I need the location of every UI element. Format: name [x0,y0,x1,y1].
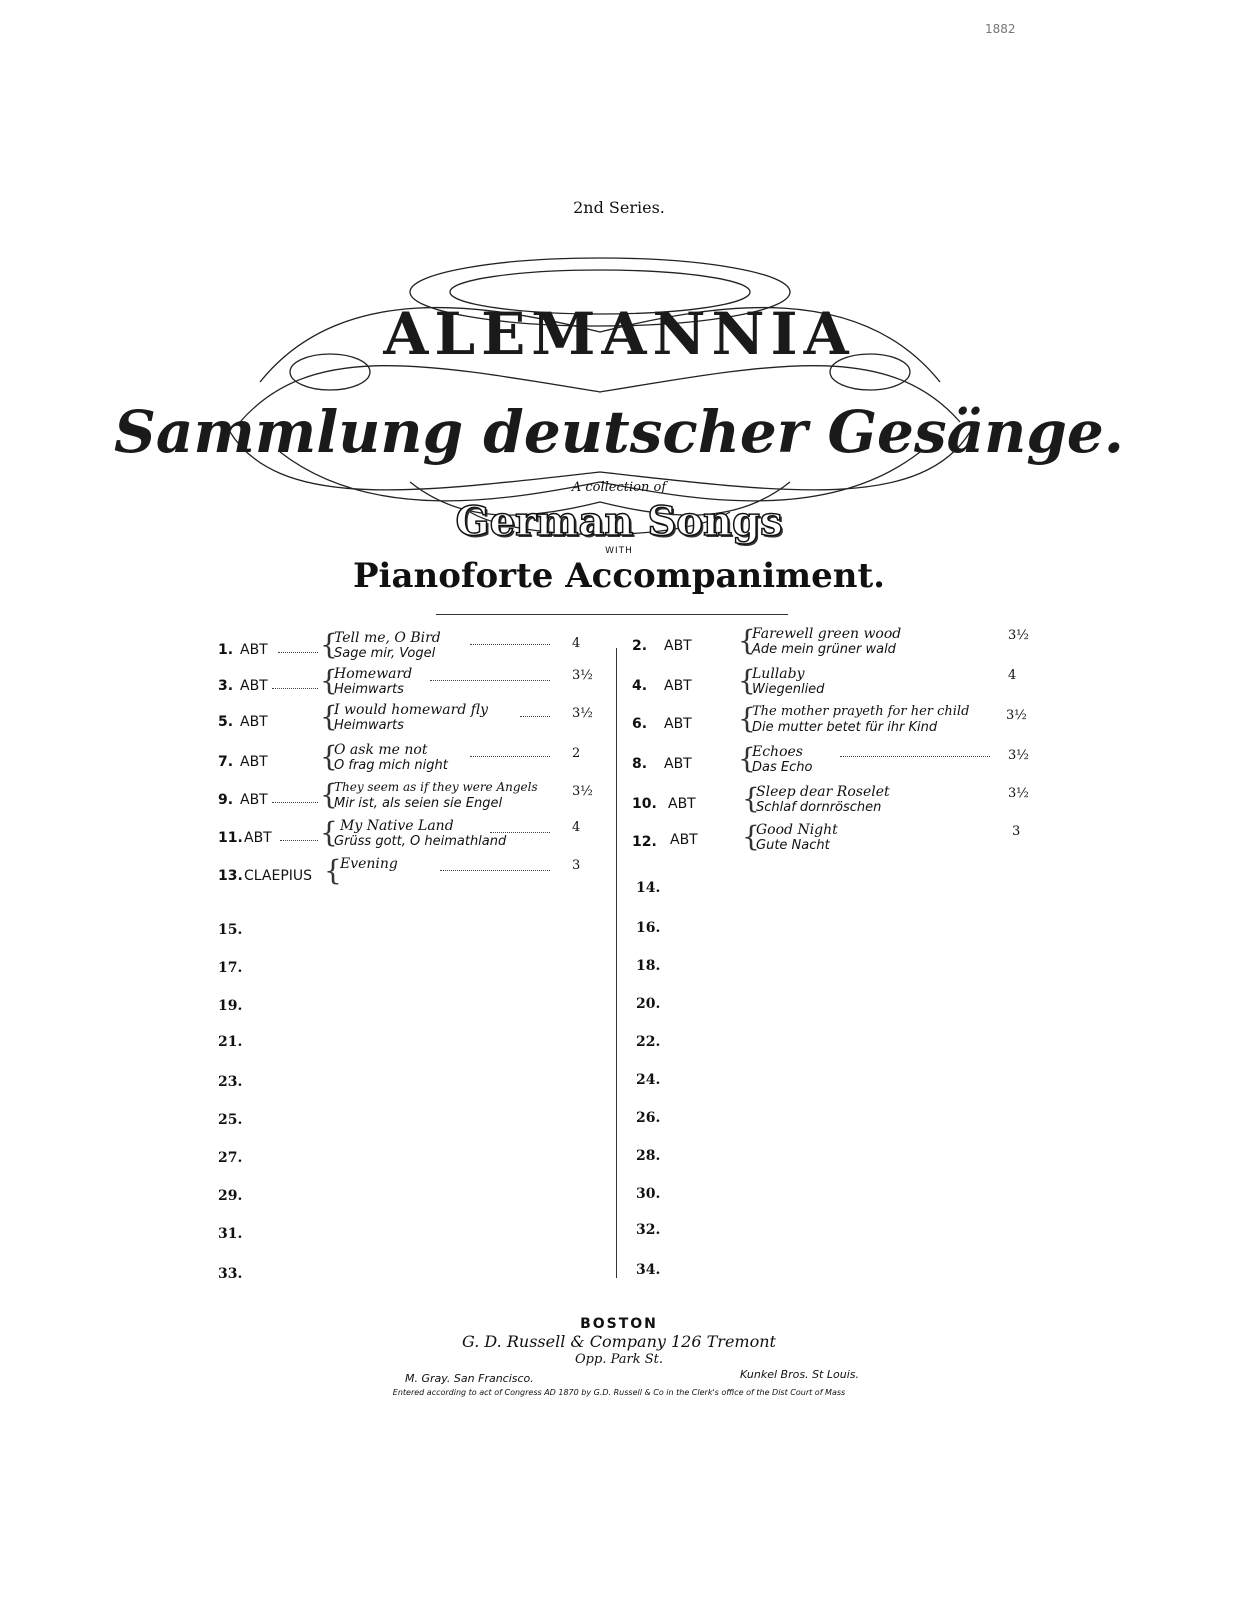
agent-st-louis: Kunkel Bros. St Louis. [740,1368,859,1381]
german-songs-title: German Songs [455,498,783,545]
empty-slot: 19. [218,998,243,1014]
column-divider [616,648,617,1278]
empty-slot: 14. [636,880,661,896]
empty-slot: 27. [218,1150,243,1166]
empty-slot: 34. [636,1262,661,1278]
empty-slot: 18. [636,958,661,974]
divider-rule [436,614,788,615]
empty-slot: 24. [636,1072,661,1088]
empty-slot: 28. [636,1148,661,1164]
collection-label: A collection of [571,480,667,495]
empty-slot: 17. [218,960,243,976]
subtitle: Sammlung deutscher Gesänge. [113,398,1124,466]
main-title: ALEMANNIA [383,300,855,368]
empty-slot: 20. [636,996,661,1012]
empty-slot: 21. [218,1034,243,1050]
empty-slot: 16. [636,920,661,936]
publisher-address: Opp. Park St. [575,1352,663,1367]
empty-slot: 15. [218,922,243,938]
publisher-name: G. D. Russell & Company 126 Tremont [462,1332,776,1351]
with-label: WITH [605,546,633,556]
accompaniment-title: Pianoforte Accompaniment. [352,556,886,596]
series-label: 2nd Series. [573,198,665,217]
empty-slot: 25. [218,1112,243,1128]
empty-slot: 26. [636,1110,661,1126]
copyright-notice: Entered according to act of Congress AD 1870 by G.D. Russell & Co in the Clerk's office of the Dist Court of Mass [392,1388,846,1397]
empty-slot: 33. [218,1266,243,1282]
publisher-city: BOSTON [580,1316,658,1332]
catalog-mark: 1882 [985,22,1016,36]
empty-slot: 31. [218,1226,243,1242]
empty-slot: 22. [636,1034,661,1050]
empty-slot: 29. [218,1188,243,1204]
empty-slot: 32. [636,1222,661,1238]
empty-slot: 23. [218,1074,243,1090]
agent-san-francisco: M. Gray. San Francisco. [405,1372,534,1385]
empty-slot: 30. [636,1186,661,1202]
